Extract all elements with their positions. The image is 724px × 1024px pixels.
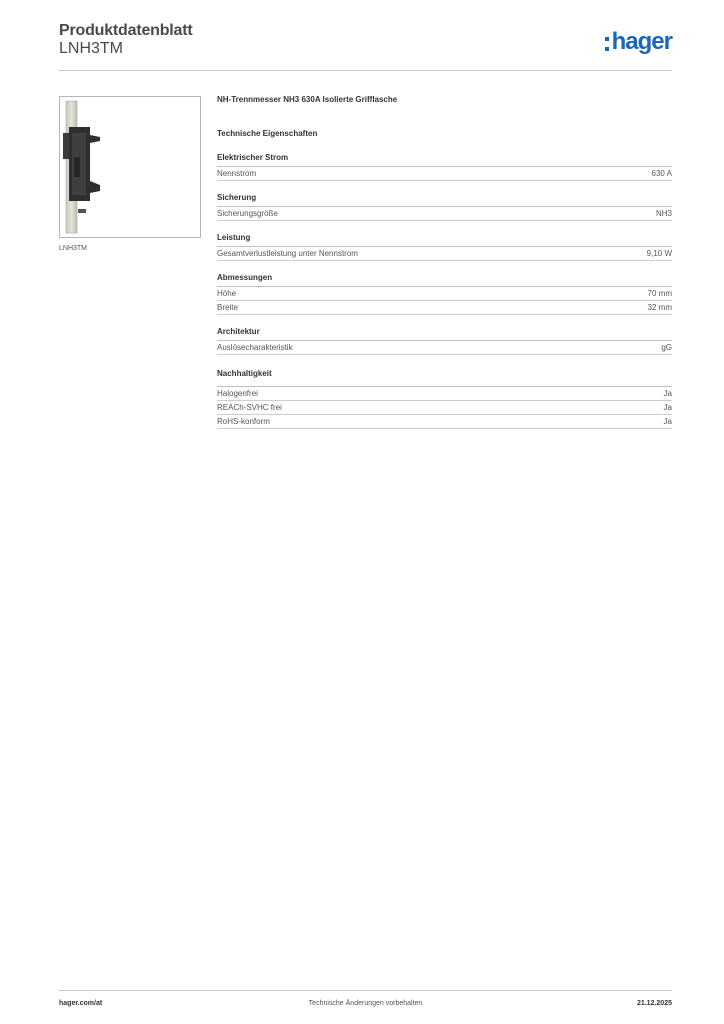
spec-group-dimensions bbox=[217, 273, 672, 315]
spec-row bbox=[217, 167, 672, 181]
spec-value: 630 A bbox=[651, 169, 672, 178]
spec-value: 9,10 W bbox=[646, 249, 672, 258]
page-footer bbox=[59, 990, 672, 1015]
spec-value: Ja bbox=[663, 389, 672, 398]
section-title: Technische Eigenschaften bbox=[217, 129, 318, 138]
spec-group-fuse bbox=[217, 193, 672, 221]
spec-group-title: Sicherung bbox=[217, 193, 672, 207]
spec-label: RoHS-konform bbox=[217, 417, 270, 426]
spec-row bbox=[217, 301, 672, 315]
spec-value: gG bbox=[661, 343, 672, 352]
product-name: NH-Trennmesser NH3 630A Isolierte Grifflasche bbox=[217, 95, 398, 104]
footer-date: 21.12.2025 bbox=[636, 1000, 672, 1007]
spec-label: Gesamtverlustleistung unter Nennstrom bbox=[217, 249, 358, 258]
spec-row bbox=[217, 341, 672, 355]
product-image-frame bbox=[59, 96, 201, 238]
hager-logo[interactable] bbox=[605, 28, 672, 56]
spec-label: REACh-SVHC frei bbox=[217, 403, 282, 412]
spec-group-electric bbox=[217, 153, 672, 181]
document-title: Produktdatenblatt bbox=[59, 22, 193, 39]
fuse-blade-image bbox=[60, 97, 200, 237]
logo-dots-icon bbox=[605, 37, 609, 51]
specifications-panel bbox=[217, 95, 672, 429]
spec-row bbox=[217, 401, 672, 415]
spec-group-title: Architektur bbox=[217, 327, 672, 341]
spec-value: Ja bbox=[663, 403, 672, 412]
spec-row bbox=[217, 287, 672, 301]
spec-value: 32 mm bbox=[647, 303, 672, 312]
spec-label: Breite bbox=[217, 303, 238, 312]
footer-disclaimer: Technische Änderungen vorbehalten bbox=[308, 1000, 423, 1007]
footer-website-link[interactable]: hager.com/at bbox=[59, 1000, 103, 1007]
spec-label: Sicherungsgröße bbox=[217, 209, 278, 218]
spec-row bbox=[217, 207, 672, 221]
spec-label: Höhe bbox=[217, 289, 237, 298]
spec-group-sustainability bbox=[217, 369, 672, 429]
spec-label: Nennstrom bbox=[217, 169, 257, 178]
spec-group-title: Leistung bbox=[217, 233, 672, 247]
spec-group-title: Elektrischer Strom bbox=[217, 153, 672, 167]
spec-value: 70 mm bbox=[647, 289, 672, 298]
document-subtitle: LNH3TM bbox=[59, 40, 124, 57]
spec-row bbox=[217, 415, 672, 429]
page-header bbox=[59, 20, 672, 71]
spec-group-title: Abmessungen bbox=[217, 273, 672, 287]
logo-text: hager bbox=[611, 28, 672, 55]
spec-value: NH3 bbox=[655, 209, 672, 218]
spec-value: Ja bbox=[663, 417, 672, 426]
spec-row bbox=[217, 247, 672, 261]
spec-label: Halogenfrei bbox=[217, 389, 258, 398]
spec-row bbox=[217, 387, 672, 401]
spec-label: Auslösecharakteristik bbox=[217, 343, 293, 352]
product-image-caption: LNH3TM bbox=[59, 245, 88, 252]
spec-group-power bbox=[217, 233, 672, 261]
spec-group-title: Nachhaltigkeit bbox=[217, 369, 672, 387]
spec-group-architecture bbox=[217, 327, 672, 355]
